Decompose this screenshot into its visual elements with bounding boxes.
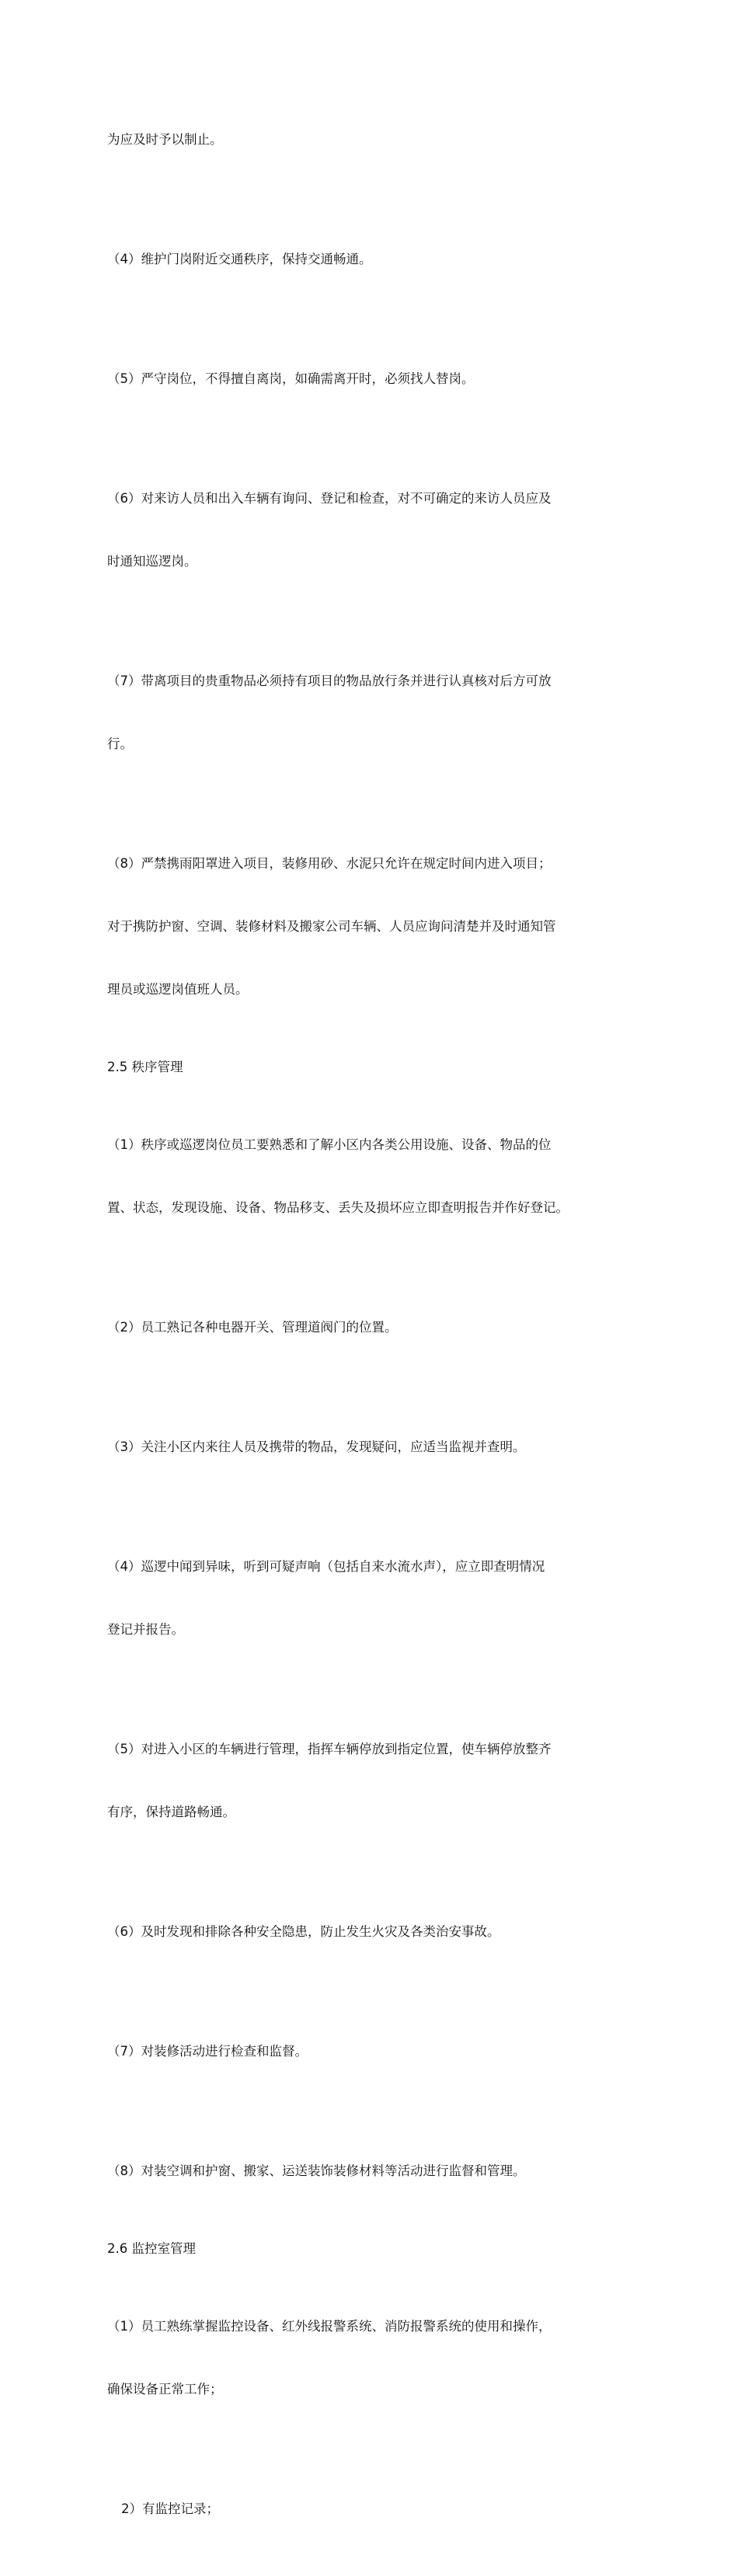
paragraph — [107, 446, 651, 614]
text-line: （4）维护门岗附近交通秩序，保持交通畅通。 — [107, 252, 372, 266]
text-line: （1）员工熟练掌握监控设备、红外线报警系统、消防报警系统的使用和操作， — [107, 2319, 552, 2334]
paragraph — [107, 326, 651, 431]
paragraph — [107, 628, 651, 796]
text-line: （7）对装修活动进行检查和监督。 — [107, 2044, 308, 2059]
paragraph — [107, 207, 651, 312]
text-line: （5）对进入小区的车辆进行管理，指挥车辆停放到指定位置，使车辆停放整齐 — [107, 1742, 552, 1756]
text-line: 行。 — [107, 736, 133, 751]
text-line: （4）巡逻中闻到异味，听到可疑声响（包括自来水流水声），应立即查明情况 — [107, 1559, 545, 1574]
text-line: （2）员工熟记各种电器开关、管理道阀门的位置。 — [107, 1320, 398, 1335]
paragraph — [107, 87, 651, 192]
text-line: （7）带离项目的贵重物品必须持有项目的物品放行条并进行认真核对后方可放 — [107, 674, 552, 688]
text-line: 理员或巡逻岗值班人员。 — [107, 982, 249, 997]
text-line: （6）及时发现和排除各种安全隐患，防止发生火灾及各类治安事故。 — [107, 1924, 500, 1939]
document-body — [107, 87, 651, 2576]
paragraph — [107, 811, 651, 1042]
paragraph — [107, 1514, 651, 1682]
text-line: 登记并报告。 — [107, 1622, 184, 1637]
text-line: （8）严禁携雨阳罩进入项目，装修用砂、水泥只允许在规定时间内进入项目； — [107, 856, 552, 871]
paragraph — [107, 1275, 651, 1380]
paragraph — [107, 1092, 651, 1260]
section-heading-2-6: 2.6 监控室管理 — [107, 2241, 196, 2256]
text-line: 置、状态，发现设施、设备、物品移支、丢失及损坏应立即查明报告并作好登记。 — [107, 1200, 569, 1215]
text-line: （1）秩序或巡逻岗位员工要熟悉和了解小区内各类公用设施、设备、物品的位 — [107, 1137, 552, 1152]
text-line: 为应及时予以制止。 — [107, 132, 223, 147]
paragraph — [107, 2118, 651, 2223]
paragraph — [107, 1999, 651, 2104]
paragraph — [107, 2274, 651, 2442]
text-line: 2）有监控记录； — [121, 2501, 219, 2516]
text-line: 确保设备正常工作； — [107, 2382, 223, 2397]
text-line: （6）对来访人员和出入车辆有询问、登记和检查，对不可确定的来访人员应及 — [107, 491, 552, 506]
section-heading-2-5: 2.5 秩序管理 — [107, 1060, 183, 1074]
text-line: 对于携防护窗、空调、装修材料及搬家公司车辆、人员应询问清楚并及时通知管 — [107, 919, 556, 934]
text-line: （5）严守岗位，不得擅自离岗，如确需离开时，必须找人替岗。 — [107, 371, 475, 386]
paragraph — [107, 1879, 651, 1984]
paragraph — [107, 2456, 651, 2561]
text-line: （8）对装空调和护窗、搬家、运送装饰装修材料等活动进行监督和管理。 — [107, 2163, 526, 2178]
text-line: （3）关注小区内来往人员及携带的物品，发现疑问，应适当监视并查明。 — [107, 1439, 526, 1454]
text-line: 时通知巡逻岗。 — [107, 554, 197, 569]
text-line: 有序，保持道路畅通。 — [107, 1805, 235, 1819]
paragraph — [107, 1394, 651, 1499]
paragraph — [107, 1697, 651, 1864]
